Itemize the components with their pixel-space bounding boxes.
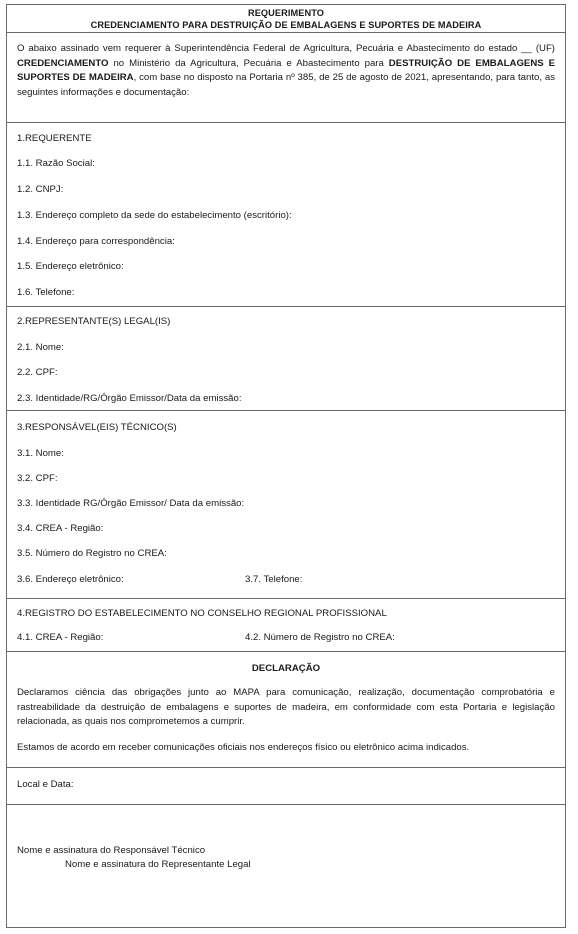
- signature-responsavel-tecnico[interactable]: Nome e assinatura do Responsável Técnico: [17, 845, 206, 856]
- form-header: [7, 5, 565, 33]
- field-endereco-sede[interactable]: 1.3. Endereço completo da sede do estabelecimento (escritório):: [17, 210, 292, 221]
- declaracao-paragraph-1: Declaramos ciência das obrigações junto ao MAPA para comunicação, realização, documentação comprobatória e rastreabilidade da destruição de embalagens e suportes de madeira, em conformidade com esta Portaria e legislação relacionada, as quais nos comprometemos a cumprir.: [17, 687, 555, 728]
- field-responsavel-nome[interactable]: 3.1. Nome:: [17, 448, 64, 459]
- section-assinaturas: [7, 805, 565, 927]
- section-representante: [7, 307, 565, 411]
- field-responsavel-endereco-eletronico[interactable]: 3.6. Endereço eletrônico:: [17, 574, 124, 585]
- intro-text-2: no Ministério da Agricultura, Pecuária e Abastecimento para: [108, 57, 389, 69]
- section-title-responsavel: 3.RESPONSÁVEL(EIS) TÉCNICO(S): [17, 422, 177, 433]
- form-title: REQUERIMENTO: [247, 8, 325, 18]
- form-subtitle: CREDENCIAMENTO PARA DESTRUIÇÃO DE EMBALAGENS E SUPORTES DE MADEIRA: [90, 20, 482, 30]
- section-registro: [7, 599, 565, 652]
- section-title-representante: 2.REPRESENTANTE(S) LEGAL(IS): [17, 316, 171, 327]
- intro-paragraph: [7, 33, 565, 123]
- field-responsavel-crea-regiao[interactable]: 3.4. CREA - Região:: [17, 523, 104, 534]
- field-responsavel-cpf[interactable]: 3.2. CPF:: [17, 473, 58, 484]
- field-registro-crea-regiao[interactable]: 4.1. CREA - Região:: [17, 632, 104, 643]
- field-registro-numero-crea[interactable]: 4.2. Número de Registro no CREA:: [245, 632, 395, 643]
- section-responsavel: [7, 411, 565, 599]
- field-responsavel-identidade[interactable]: 3.3. Identidade RG/Órgão Emissor/ Data da emissão:: [17, 498, 245, 509]
- field-telefone[interactable]: 1.6. Telefone:: [17, 287, 75, 298]
- section-title-requerente: 1.REQUERENTE: [17, 133, 92, 144]
- field-representante-identidade[interactable]: 2.3. Identidade/RG/Órgão Emissor/Data da emissão:: [17, 393, 242, 404]
- intro-text-3: , com base no disposto na Portaria nº 385, de 25 de agosto de 2021, apresentando, para tanto, as seguintes informações e documentação:: [17, 72, 555, 98]
- signature-representante-legal[interactable]: Nome e assinatura do Representante Legal: [65, 859, 251, 870]
- declaracao-paragraph-2: Estamos de acordo em receber comunicações oficiais nos endereços físico ou eletrônico acima indicados.: [17, 741, 470, 753]
- intro-text-1: O abaixo assinado vem requerer à Superintendência Federal de Agricultura, Pecuária e Abastecimento do estado __ (UF): [17, 43, 555, 54]
- field-representante-nome[interactable]: 2.1. Nome:: [17, 342, 64, 353]
- field-representante-cpf[interactable]: 2.2. CPF:: [17, 367, 58, 378]
- row-registro: [17, 632, 555, 643]
- intro-bold-destruicao: DESTRUIÇÃO DE EMBALAGENS E SUPORTES DE MADEIRA: [17, 57, 555, 83]
- row-responsavel-contato: [17, 574, 555, 585]
- field-endereco-eletronico[interactable]: 1.5. Endereço eletrônico:: [17, 261, 124, 272]
- field-cnpj[interactable]: 1.2. CNPJ:: [17, 184, 64, 195]
- intro-bold-credenciamento: CREDENCIAMENTO: [17, 57, 109, 69]
- declaracao-title: DECLARAÇÃO: [251, 663, 321, 674]
- field-responsavel-telefone[interactable]: 3.7. Telefone:: [245, 574, 303, 585]
- section-declaracao: [7, 652, 565, 768]
- field-endereco-correspondencia[interactable]: 1.4. Endereço para correspondência:: [17, 236, 175, 247]
- field-local-data[interactable]: Local e Data:: [17, 779, 74, 790]
- requerimento-form: [6, 4, 566, 928]
- field-razao-social[interactable]: 1.1. Razão Social:: [17, 158, 95, 169]
- section-requerente: [7, 123, 565, 307]
- section-local-data: [7, 768, 565, 805]
- field-responsavel-numero-crea[interactable]: 3.5. Número do Registro no CREA:: [17, 548, 167, 559]
- section-title-registro: 4.REGISTRO DO ESTABELECIMENTO NO CONSELHO REGIONAL PROFISSIONAL: [17, 608, 387, 619]
